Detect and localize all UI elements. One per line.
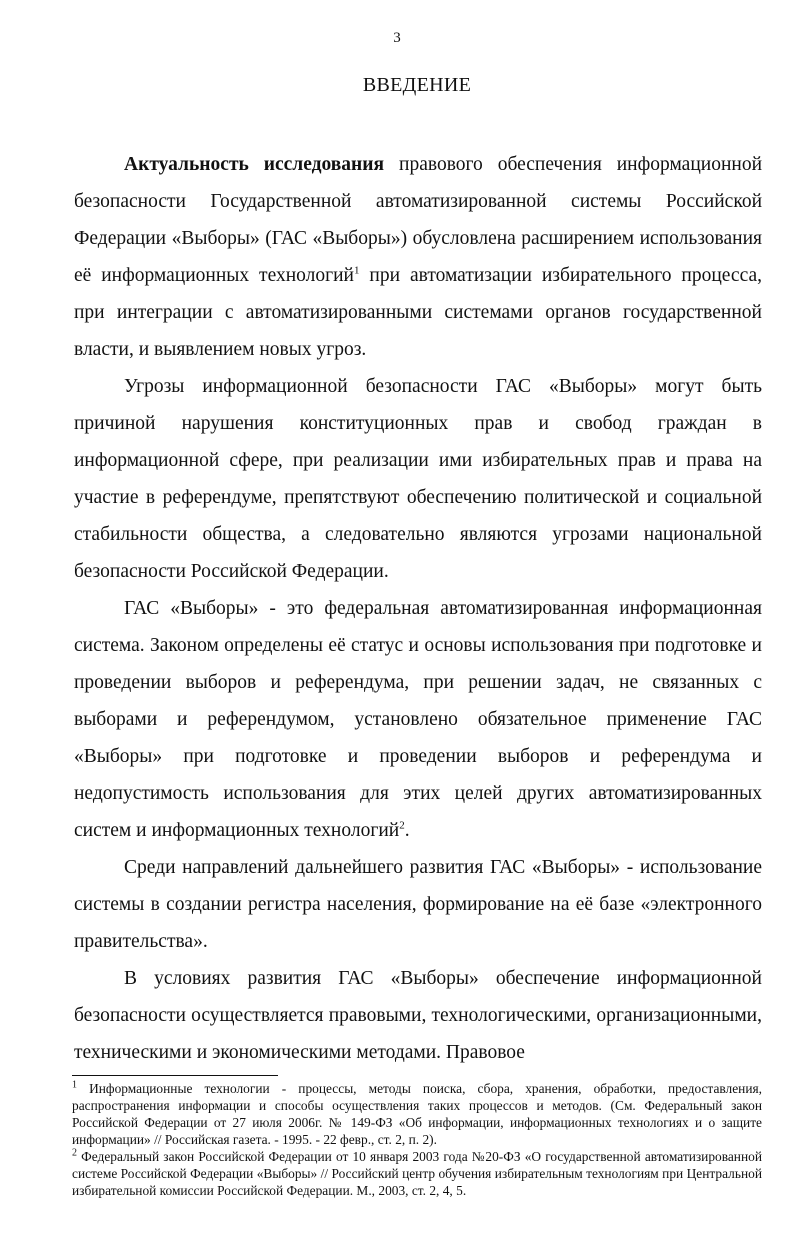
footnote-1 xyxy=(72,1080,762,1148)
paragraph-1-text-before: правового обеспечения информационной безопасности Государственной автоматизированной системы Российской Федерации «Выборы» (ГАС «Выборы») обусловлена расширением использования её информационных технологий xyxy=(74,154,763,286)
paragraph-1 xyxy=(74,146,762,368)
footnote-ref-2: 2 xyxy=(399,819,405,832)
footnote-2-text: Федеральный закон Российской Федерации от 10 января 2003 года №20-ФЗ «О государственной автоматизированной системе Российской Федерации «Выборы» // Российский центр обучения избирательным технологиям при Центральной избирательной комиссии Российской Федерации. М., 2003, ст. 2, 4, 5. xyxy=(72,1149,762,1198)
paragraph-3-text-after: . xyxy=(404,820,410,841)
footnote-1-mark: 1 xyxy=(72,1079,77,1091)
paragraph-1-lead: Актуальность исследования xyxy=(124,154,385,175)
page-title: ВВЕДЕНИЕ xyxy=(362,74,472,96)
paragraph-4: Среди направлений дальнейшего развития ГАС «Выборы» - использование системы в создании регистра населения, формирование на её базе «электронного правительства». xyxy=(74,857,762,952)
paragraph-1-text-after: при автоматизации избирательного процесса, при интеграции с автоматизированными системами органов государственной власти, и выявлением новых угроз. xyxy=(74,265,762,360)
footnotes xyxy=(72,1080,762,1199)
footnote-2 xyxy=(72,1148,762,1199)
paragraph-2: Угрозы информационной безопасности ГАС «Выборы» могут быть причиной нарушения конституционных прав и свобод граждан в информационной сфере, при реализации ими избирательных прав и права на участие в референдуме, препятствуют обеспечению политической и социальной стабильности общества, а следовательно являются угрозами национальной безопасности Российской Федерации. xyxy=(74,376,762,582)
paragraph-5: В условиях развития ГАС «Выборы» обеспечение информационной безопасности осуществляется правовыми, технологическими, организационными, техническими и экономическими методами. Правовое xyxy=(74,968,762,1063)
page-number: 3 xyxy=(393,30,401,46)
paragraph-3-text-before: ГАС «Выборы» - это федеральная автоматизированная информационная система. Законом определены её статус и основы использования при подготовке и проведении выборов и референдума, при решении задач, не связанных с выборами и референдумом, установлено обязательное применение ГАС «Выборы» при подготовке и проведении выборов и референдума и недопустимость использования для этих целей других автоматизированных систем и информационных технологий xyxy=(74,598,762,841)
body-text xyxy=(74,146,762,1071)
footnote-1-text: Информационные технологии - процессы, методы поиска, сбора, хранения, обработки, предоставления, распространения информации и способы осуществления таких процессов и методов. (См. Федеральный закон Российской Федерации от 27 июля 2006г. № 149-ФЗ «Об информации, информационных технологиях и о защите информации» // Российская газета. - 1995. - 22 февр., ст. 2, п. 2). xyxy=(72,1081,762,1147)
paragraph-3 xyxy=(74,590,762,849)
footnote-ref-1: 1 xyxy=(354,264,360,277)
footnote-divider xyxy=(72,1075,278,1076)
footnote-2-mark: 2 xyxy=(72,1147,77,1159)
